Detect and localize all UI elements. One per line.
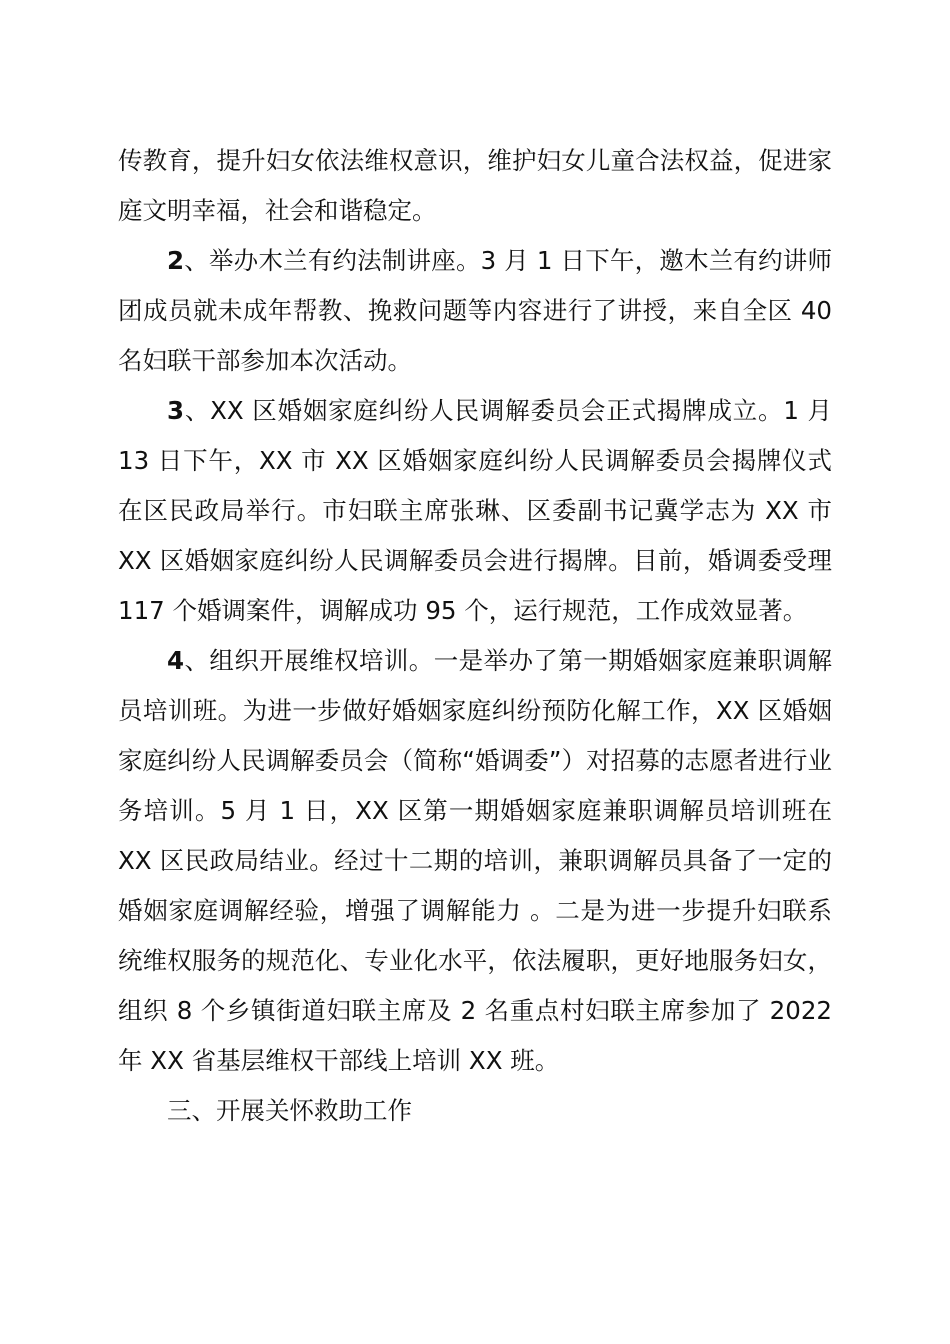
paragraph-continuation (118, 136, 832, 236)
document-body (118, 136, 832, 1136)
section-heading (118, 1086, 832, 1136)
paragraph-text: 传教育，提升妇女依法维权意识，维护妇女儿童合法权益，促进家庭文明幸福，社会和谐稳定。 (118, 146, 832, 225)
paragraph-item-3 (118, 386, 832, 636)
paragraph-text: 、组织开展维权培训。一是举办了第一期婚姻家庭兼职调解员培训班。为进一步做好婚姻家庭纠纷预防化解工作，XX 区婚姻家庭纠纷人民调解委员会（简称“婚调委”）对招募的志愿者进行业务培训。5 月 1 日，XX 区第一期婚姻家庭兼职调解员培训班在 XX 区民政局结业。经过十二期的培训，兼职调解员具备了一定的婚姻家庭调解经验，增强了调解能力 。二是为进一步提升妇联系统维权服务的规范化、专业化水平，依法履职，更好地服务妇女，组织 8 个乡镇街道妇联主席及 2 名重点村妇联主席参加了 2022 年 XX 省基层维权干部线上培训 XX 班。 (118, 646, 832, 1075)
paragraph-text: 、XX 区婚姻家庭纠纷人民调解委员会正式揭牌成立。1 月 13 日下午，XX 市 XX 区婚姻家庭纠纷人民调解委员会揭牌仪式在区民政局举行。市妇联主席张琳、区委副书记冀学志为 XX 市 XX 区婚姻家庭纠纷人民调解委员会进行揭牌。目前，婚调委受理 117 个婚调案件，调解成功 95 个，运行规范，工作成效显著。 (118, 396, 832, 625)
item-number: 3 (167, 396, 185, 425)
paragraph-item-2 (118, 236, 832, 386)
item-number: 2 (167, 246, 185, 275)
paragraph-item-4 (118, 636, 832, 1086)
item-number: 4 (167, 646, 185, 675)
paragraph-text: 、举办木兰有约法制讲座。3 月 1 日下午，邀木兰有约讲师团成员就未成年帮教、挽救问题等内容进行了讲授，来自全区 40 名妇联干部参加本次活动。 (118, 246, 832, 375)
heading-text: 三、开展关怀救助工作 (167, 1096, 412, 1125)
